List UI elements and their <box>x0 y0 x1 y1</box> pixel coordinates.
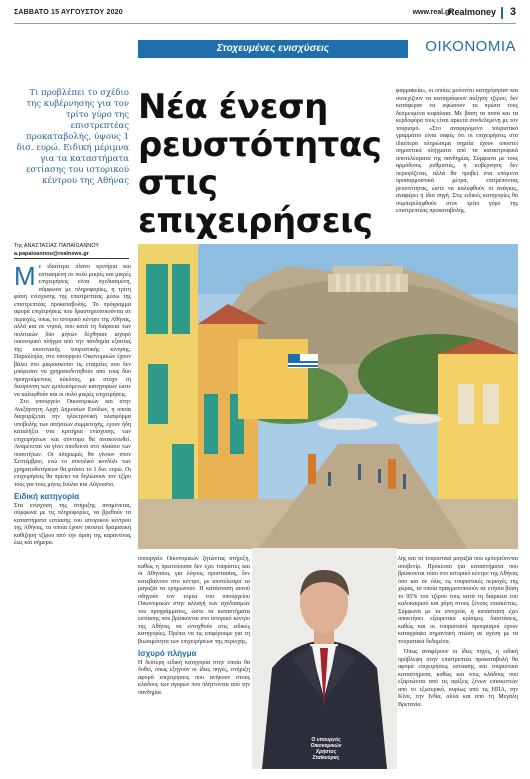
paragraph: Στα ενίσχυση της στήριξης αναμένεται, σύμφωνα με τις πληροφορίες, να βρεθούν τα καταστήματα εστίασης του ιστορικού κέντρου της Αθήνας, τα οποία έχουν υποστεί δραματική καθίζηση τζίρου από την άρση της καραντίνας έως και σήμερα. <box>14 502 131 546</box>
byline-author: Της ΑΝΑΣΤΑΣΙΑΣ ΠΑΠΑΪΩΑΝΝΟΥ <box>14 243 100 249</box>
article-column-2 <box>138 556 250 697</box>
paragraph: Όπως αναφέρουν οι ίδιες πηγές, η ειδική πρόβλεψη στην επιστρεπτέα προκαταβολή θα αφορά επιχειρήσεις εστίασης και τουριστικά καταστήματα, καθώς και τους κλάδους που εξαρτώνται από τις αφίξεις ξένων επισκεπτών από το εξωτερικό, κυρίως από τις ΗΠΑ, την Κίνα, την Ινδία, αλλά και από τη Μεγάλη Βρετανία. <box>398 649 518 708</box>
section-tag: Στοχευμένες ενισχύσεις <box>138 40 408 58</box>
caption-line: Σταϊκούρας <box>312 755 340 761</box>
issue-date: ΣΑΒΒΑΤΟ 15 ΑΥΓΟΥΣΤΟΥ 2020 <box>14 9 123 16</box>
portrait-illustration <box>252 548 397 769</box>
site-url[interactable]: www.real.gr <box>412 9 452 16</box>
page-header <box>14 6 516 24</box>
paragraph: ε ιδιαίτερα πλανο κριτήρια και εστιασμένη σε πολύ μικρές και μικρές επιχειρήσεις είναι σχεδιασμένη, σύμφωνα με πληροφορίες, η τρίτη φάση ενίσχυσης της επιστρεπτέας μέσω της επιστρεπτέας προκαταβολής. Το πρόγραμμα αφορά επιχειρήσεις που δραστηριοποιούνται σε περιοχές, όπως το ιστορικό κέντρο της Αθήνας, αλλά και σε νησιά, που κατά τη διάρκεια των πολιτικών δύο μηνών δέχθηκαν ισχυρό οικονομικό πλήγμα από την πανδημία εξαιτίας της υποτονικής τουριστικής κίνησης. Παράλληλα, στο υπουργείο Οικονομικών έχουν βάλει στο μικροσκόπιο τις εταιρείες που δεν μπόρεσαν να χρηματοδοτηθούν από τους δύο προηγούμενους κύκλους, με στόχο τη διεύρυνση των εμπλεκόμενων κατηγοριών ώστε να καλυφθούν και οι πολύ μικρές επιχειρήσεις. <box>14 264 131 398</box>
photo-illustration <box>138 244 518 549</box>
caption-line: Ο υπουργός <box>311 737 341 743</box>
caption-line: Χρήστος <box>315 749 337 755</box>
section-bar <box>138 40 516 58</box>
article-lead: Τι προβλέπει το σχέδιο της κυβέρνησης για τον τρίτο γύρο της επιστρεπτέας προκαταβολής, ύψους 1 δισ. ευρώ. Ειδική μέριμνα για τα καταστήματα εστίασης του ιστορικού κέντρου της Αθήνας <box>16 88 129 186</box>
section-title: ΟΙΚΟΝΟΜΙΑ <box>425 38 516 55</box>
subheading: Ειδική κατηγορία <box>14 492 80 501</box>
minister-portrait <box>252 548 397 769</box>
paragraph: φαρμακεία», οι οποίες μολονότι κατηγόρησαν και συνεχίζουν να καταγράφουν αύξηση τζίρου, δεν κατάφεραν να υψώσουν τα πρώτα τους δεσμευμένα κεφάλαια. Με βάση τα ποσά και τα κερδοφόρα τους είναι αρκετά συνδεδεμένη με τον τουρισμό. «Στο αναφερόμενο τουριστικό γραμμάτιο είναι σαφές ότι οι επιχειρήσεις στα ιδιαίτερα πληρώσιμα σημεία έχουν υποστεί σημαντικά πλήγματα από τα καταστροφικά αποτελέσματα της πανδημίας. Σύμφωνα με τους αρμόδιους ρυθμιστές, η κυβέρνηση δεν περιορίζεται, αλλά θα προβεί στα επόμενα προσαρμοστικά μέτρα, επιτρέποντας ρευστότητας, ώστε να καλυφθούν οι ανάγκες, αναφέρει η ίδια πηγή. Στις ειδικές κατηγορίες θα συμπεριληφθούν στον τρίτο γύρο της επιστρεπτέας προκαταβολής. <box>396 88 518 214</box>
paragraph: Η δεύτερη ειδική κατηγορία στην οποία θα δοθεί, όπως εξηγούν οι ίδιες πηγές, στήριξη αφορά επιχειρήσεις που ανήκουν στους κλάδους των αγορών που πλήττονται από την πανδημία. <box>138 659 250 696</box>
paragraph: υπουργείο Οικονομικών ζητώντας στήριξη, καθώς η πρωτεύουσα δεν έχει τουρίστες και οι Αθηναίοι, για λόγους προστασίας, δεν κατεβαίνουν στο κέντρο, με αποτέλεσμα τα μαγαζιά να ερημώνουν. Η κατάσταση αυτού οδηγούν τον τομέα του υπουργείου Οικονομικών στην αλλαγή των σχεδιασμών του προγράμματος, ώστε τα καταστήματα εστίασης που βρίσκονται στο ιστορικό κέντρο της Αθήνας να ενταχθούν στις ειδικές κατηγορίες. Πρέπει να τις επιφέρουμε για τη βιωσιμότητα των επιχειρήσεων της περιοχής. <box>138 556 250 645</box>
caption-line: Οικονομικών <box>310 743 342 749</box>
header-divider <box>501 7 503 19</box>
headline-line-2: ρευστότητας <box>138 125 382 165</box>
brand-logo: Realmoney <box>447 7 496 17</box>
article-column-top-right <box>396 88 518 216</box>
dropcap: Μ <box>14 261 36 291</box>
photo-caption <box>307 737 345 761</box>
headline-line-3: στις επιχειρήσεις <box>138 163 373 241</box>
byline <box>14 242 129 258</box>
headline <box>138 88 388 240</box>
subheading: Ισχυρό πλήγμα <box>138 649 197 658</box>
byline-email[interactable]: a.papaioannou@realnews.gr <box>14 251 89 257</box>
paragraph: λης και τα τουριστικά μαγαζιά που εμπορεύονται σουβενίρ. Πρόκειται για καταστήματα που βρίσκονται τόσο στο ιστορικό κέντρο της Αθήνας όσο και σε όλες τις τουριστικές περιοχές της χώρας, τα οποία πραγματοποιούν σε ετήσια βάση το 95% του τζίρου τους κατά τη διάρκεια του καλοκαιριού και χάρη στους ξένους επισκέπτες. Σύμφωνα με τα στοιχεία, η κατάσταση έχει αποκτήσει εξαιρετικά κρίσιμες διαστάσεις, καθώς και οι τουριστικοί προορισμοί έχουν καταγράψει σημαντική πτώση σε σχέση με τα τουριστικά δεδομένα. <box>398 556 518 645</box>
byline-divider <box>14 258 129 259</box>
headline-line-1: Νέα ένεση <box>138 87 328 127</box>
paragraph: Στο υπουργείο Οικονομικών και στην Ανεξάρτητη Αρχή Δημοσίων Εσόδων, η οποία διαχειρίζεται την ηλεκτρονική πλατφόρμα υποβολής των αιτήσεων συμμετοχής, έχουν ήδη καταλήξει στα κριτήρια ενίσχυσης των επιχειρήσεων και σύντομα θα ανακοινωθεί. Αναμένεται να γίνει αποδεκτό στο πλαίσιο των ποσοτήτων. Οι πληρωμές θα γίνουν στον Σεπτέμβριο, ενώ το συνολικό κονδύλι των χρηματοδοτήσεων θα φτάσει το 1 δισ. ευρώ. Οι επιχειρήσεις θα πρέπει να δηλώσουν τον τζίρο τους για τους μήνες Ιούλιο και Αύγουστο. <box>14 399 131 488</box>
article-column-3 <box>398 556 518 709</box>
page-number: 3 <box>509 6 516 18</box>
article-column-1 <box>14 261 131 548</box>
athens-street-photo <box>138 244 518 549</box>
